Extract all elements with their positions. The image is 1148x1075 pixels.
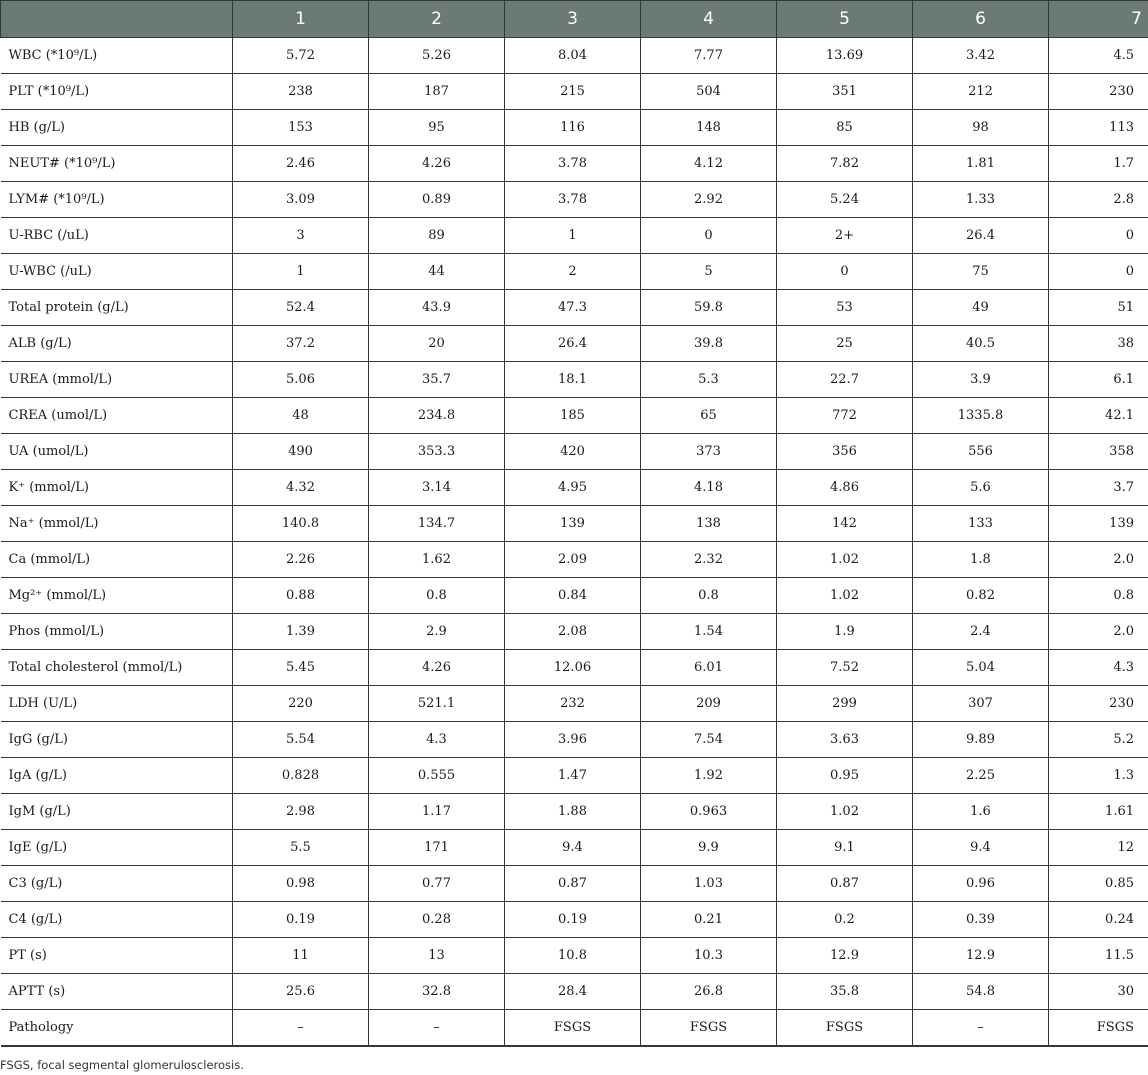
table-cell: 3.09 [233,182,369,218]
table-row [1,686,1148,722]
table-cell: 356 [777,434,913,470]
table-cell: 3.14 [369,470,505,506]
table-cell: 4.3 [369,722,505,758]
table-cell: 1.6 [913,794,1049,830]
table-cell: 148 [641,110,777,146]
table-cell: 3.78 [505,182,641,218]
table-cell: 772 [777,398,913,434]
table-cell: 44 [369,254,505,290]
table-cell: 12.9 [913,938,1049,974]
table-cell: – [233,1010,369,1047]
table-cell: 43.9 [369,290,505,326]
table-cell: 5.06 [233,362,369,398]
table-cell: 5.26 [369,38,505,74]
table-cell: 1.02 [777,578,913,614]
table-row [1,902,1148,938]
table-cell: 353.3 [369,434,505,470]
table-cell: 230 [1049,686,1148,722]
table-cell: 212 [913,74,1049,110]
table-cell: 0.21 [641,902,777,938]
table-cell: FSGS [1049,1010,1148,1047]
table-row [1,470,1148,506]
table-cell: 9.89 [913,722,1049,758]
column-header: 7 [1049,1,1148,38]
table-cell: 1.61 [1049,794,1148,830]
table-cell: 32.8 [369,974,505,1010]
table-cell: 0.19 [505,902,641,938]
table-cell: 1.92 [641,758,777,794]
table-cell: 5.45 [233,650,369,686]
row-label: IgG (g/L) [1,722,233,758]
table-cell: 13.69 [777,38,913,74]
table-cell: 0.77 [369,866,505,902]
row-label: PLT (*10⁹/L) [1,74,233,110]
table-cell: 40.5 [913,326,1049,362]
table-cell: 1.39 [233,614,369,650]
table-cell: 2.32 [641,542,777,578]
table-cell: 220 [233,686,369,722]
table-cell: 30 [1049,974,1148,1010]
table-cell: 3.7 [1049,470,1148,506]
table-cell: 1.88 [505,794,641,830]
table-cell: 0.828 [233,758,369,794]
table-cell: 373 [641,434,777,470]
table-cell: 54.8 [913,974,1049,1010]
table-cell: 2.92 [641,182,777,218]
table-cell: 37.2 [233,326,369,362]
table-cell: 5.6 [913,470,1049,506]
table-cell: 1.03 [641,866,777,902]
table-cell: 9.4 [913,830,1049,866]
row-label: CREA (umol/L) [1,398,233,434]
table-cell: 2.4 [913,614,1049,650]
table-cell: 3.9 [913,362,1049,398]
table-cell: 7.77 [641,38,777,74]
table-cell: 504 [641,74,777,110]
table-cell: 5.54 [233,722,369,758]
table-cell: 3.78 [505,146,641,182]
table-cell: 139 [1049,506,1148,542]
row-label: LYM# (*10⁹/L) [1,182,233,218]
table-cell: 215 [505,74,641,110]
column-header: 5 [777,1,913,38]
table-cell: 6.1 [1049,362,1148,398]
table-cell: 53 [777,290,913,326]
table-cell: 238 [233,74,369,110]
table-cell: 171 [369,830,505,866]
table-cell: 48 [233,398,369,434]
table-cell: 9.9 [641,830,777,866]
table-cell: 1.33 [913,182,1049,218]
table-cell: 2.8 [1049,182,1148,218]
header-row [1,1,1148,38]
table-cell: 230 [1049,74,1148,110]
table-cell: 0.98 [233,866,369,902]
table-cell: 307 [913,686,1049,722]
column-header: 3 [505,1,641,38]
row-label: K⁺ (mmol/L) [1,470,233,506]
table-cell: 5.2 [1049,722,1148,758]
table-cell: 2.25 [913,758,1049,794]
row-label: C4 (g/L) [1,902,233,938]
table-cell: 39.8 [641,326,777,362]
table-cell: 10.3 [641,938,777,974]
table-cell: 1.9 [777,614,913,650]
table-cell: 4.86 [777,470,913,506]
table-cell: 0.87 [777,866,913,902]
table-cell: 12 [1049,830,1148,866]
table-cell: 556 [913,434,1049,470]
table-row [1,362,1148,398]
table-cell: 5.72 [233,38,369,74]
table-row [1,578,1148,614]
table-row [1,110,1148,146]
row-label: Phos (mmol/L) [1,614,233,650]
table-cell: 20 [369,326,505,362]
table-cell: 2.46 [233,146,369,182]
table-cell: 95 [369,110,505,146]
table-cell: 25.6 [233,974,369,1010]
table-body [1,38,1148,1047]
table-cell: 2.0 [1049,542,1148,578]
table-cell: 1.81 [913,146,1049,182]
table-cell: 8.04 [505,38,641,74]
table-cell: 113 [1049,110,1148,146]
table-cell: 2.09 [505,542,641,578]
table-cell: 0.88 [233,578,369,614]
table-cell: 0.82 [913,578,1049,614]
table-cell: 1.47 [505,758,641,794]
table-cell: 0.2 [777,902,913,938]
row-label: Total protein (g/L) [1,290,233,326]
table-cell: 35.7 [369,362,505,398]
table-cell: 209 [641,686,777,722]
table-cell: 89 [369,218,505,254]
table-cell: 98 [913,110,1049,146]
table-cell: 3.96 [505,722,641,758]
table-cell: 0.555 [369,758,505,794]
table-cell: 1.17 [369,794,505,830]
table-row [1,398,1148,434]
table-cell: 10.8 [505,938,641,974]
table-cell: 38 [1049,326,1148,362]
table-cell: 1 [505,218,641,254]
table-cell: 0.8 [1049,578,1148,614]
table-cell: 4.12 [641,146,777,182]
table-cell: 2 [505,254,641,290]
table-row [1,1010,1148,1047]
table-cell: 0.39 [913,902,1049,938]
table-cell: 0.87 [505,866,641,902]
table-row [1,866,1148,902]
column-header: 4 [641,1,777,38]
column-header [1,1,233,38]
table-row [1,974,1148,1010]
table-cell: 22.7 [777,362,913,398]
table-row [1,758,1148,794]
table-cell: 187 [369,74,505,110]
table-cell: 420 [505,434,641,470]
row-label: NEUT# (*10⁹/L) [1,146,233,182]
table-cell: 4.26 [369,146,505,182]
table-cell: 234.8 [369,398,505,434]
table-cell: 521.1 [369,686,505,722]
table-cell: FSGS [641,1010,777,1047]
table-cell: 0 [641,218,777,254]
table-cell: 11.5 [1049,938,1148,974]
table-row [1,434,1148,470]
row-label: UA (umol/L) [1,434,233,470]
table-cell: 65 [641,398,777,434]
table-row [1,938,1148,974]
table-cell: 4.32 [233,470,369,506]
row-label: IgM (g/L) [1,794,233,830]
table-cell: 2.08 [505,614,641,650]
table-cell: 0.24 [1049,902,1148,938]
row-label: LDH (U/L) [1,686,233,722]
table-cell: 0.89 [369,182,505,218]
table-cell: FSGS [505,1010,641,1047]
row-label: IgE (g/L) [1,830,233,866]
table-row [1,830,1148,866]
column-header: 1 [233,1,369,38]
table-cell: 4.5 [1049,38,1148,74]
table-cell: 0.8 [641,578,777,614]
table-cell: 2.98 [233,794,369,830]
table-cell: 1.02 [777,542,913,578]
table-cell: 133 [913,506,1049,542]
table-cell: 1 [233,254,369,290]
table-cell: 4.18 [641,470,777,506]
table-cell: 11 [233,938,369,974]
table-cell: 4.26 [369,650,505,686]
table-cell: 5.3 [641,362,777,398]
table-cell: 1.54 [641,614,777,650]
table-cell: – [369,1010,505,1047]
table-cell: 0 [777,254,913,290]
table-cell: 25 [777,326,913,362]
column-header: 2 [369,1,505,38]
table-cell: 26.8 [641,974,777,1010]
row-label: U-RBC (/uL) [1,218,233,254]
table-cell: 75 [913,254,1049,290]
table-cell: 0.85 [1049,866,1148,902]
row-label: APTT (s) [1,974,233,1010]
table-cell: 232 [505,686,641,722]
table-cell: – [913,1010,1049,1047]
table-cell: 2.0 [1049,614,1148,650]
table-cell: 4.95 [505,470,641,506]
table-cell: 138 [641,506,777,542]
table-cell: 28.4 [505,974,641,1010]
table-cell: 51 [1049,290,1148,326]
table-cell: 2.9 [369,614,505,650]
table-cell: 0.19 [233,902,369,938]
row-label: HB (g/L) [1,110,233,146]
table-header [1,1,1148,38]
row-label: UREA (mmol/L) [1,362,233,398]
table-row [1,794,1148,830]
table-cell: 12.06 [505,650,641,686]
table-cell: 299 [777,686,913,722]
table-cell: 5.24 [777,182,913,218]
table-cell: 0 [1049,254,1148,290]
table-cell: 1.7 [1049,146,1148,182]
table-cell: 1.8 [913,542,1049,578]
table-cell: 142 [777,506,913,542]
table-cell: 5 [641,254,777,290]
table-footnote: FSGS, focal segmental glomerulosclerosis. [0,1058,244,1072]
table-row [1,326,1148,362]
row-label: C3 (g/L) [1,866,233,902]
table-cell: 5.04 [913,650,1049,686]
table-cell: 26.4 [913,218,1049,254]
table-cell: 153 [233,110,369,146]
row-label: U-WBC (/uL) [1,254,233,290]
table-cell: 59.8 [641,290,777,326]
row-label: Pathology [1,1010,233,1047]
table-cell: 139 [505,506,641,542]
table-cell: 85 [777,110,913,146]
table-cell: 18.1 [505,362,641,398]
table-cell: 9.1 [777,830,913,866]
table-cell: 0.84 [505,578,641,614]
table-row [1,650,1148,686]
table-cell: 1.62 [369,542,505,578]
table-row [1,146,1148,182]
table-cell: 13 [369,938,505,974]
row-label: Na⁺ (mmol/L) [1,506,233,542]
table-cell: FSGS [777,1010,913,1047]
table-cell: 0.28 [369,902,505,938]
table-cell: 0.963 [641,794,777,830]
table-cell: 0.96 [913,866,1049,902]
table-row [1,38,1148,74]
row-label: IgA (g/L) [1,758,233,794]
table-cell: 6.01 [641,650,777,686]
table-cell: 1.3 [1049,758,1148,794]
row-label: ALB (g/L) [1,326,233,362]
table-cell: 26.4 [505,326,641,362]
table-cell: 134.7 [369,506,505,542]
table-row [1,722,1148,758]
table-cell: 3.42 [913,38,1049,74]
table-cell: 351 [777,74,913,110]
table-cell: 7.52 [777,650,913,686]
table-row [1,218,1148,254]
table-row [1,182,1148,218]
table-row [1,506,1148,542]
row-label: Ca (mmol/L) [1,542,233,578]
row-label: WBC (*10⁹/L) [1,38,233,74]
table-cell: 3.63 [777,722,913,758]
table-cell: 185 [505,398,641,434]
table-cell: 47.3 [505,290,641,326]
row-label: PT (s) [1,938,233,974]
table-cell: 12.9 [777,938,913,974]
row-label: Mg²⁺ (mmol/L) [1,578,233,614]
table-row [1,254,1148,290]
table-cell: 140.8 [233,506,369,542]
table-cell: 49 [913,290,1049,326]
table-cell: 7.82 [777,146,913,182]
table-cell: 1335.8 [913,398,1049,434]
table-cell: 1.02 [777,794,913,830]
table-row [1,74,1148,110]
table-cell: 2.26 [233,542,369,578]
table-cell: 4.3 [1049,650,1148,686]
table-cell: 116 [505,110,641,146]
table-row [1,290,1148,326]
table-cell: 52.4 [233,290,369,326]
table-cell: 42.1 [1049,398,1148,434]
table-row [1,542,1148,578]
table-cell: 0.95 [777,758,913,794]
table-cell: 2+ [777,218,913,254]
table-cell: 3 [233,218,369,254]
table-cell: 35.8 [777,974,913,1010]
table-cell: 358 [1049,434,1148,470]
table-cell: 5.5 [233,830,369,866]
table-cell: 490 [233,434,369,470]
table-cell: 0.8 [369,578,505,614]
table-row [1,614,1148,650]
row-label: Total cholesterol (mmol/L) [1,650,233,686]
table-cell: 9.4 [505,830,641,866]
table-cell: 0 [1049,218,1148,254]
table-cell: 7.54 [641,722,777,758]
column-header: 6 [913,1,1049,38]
